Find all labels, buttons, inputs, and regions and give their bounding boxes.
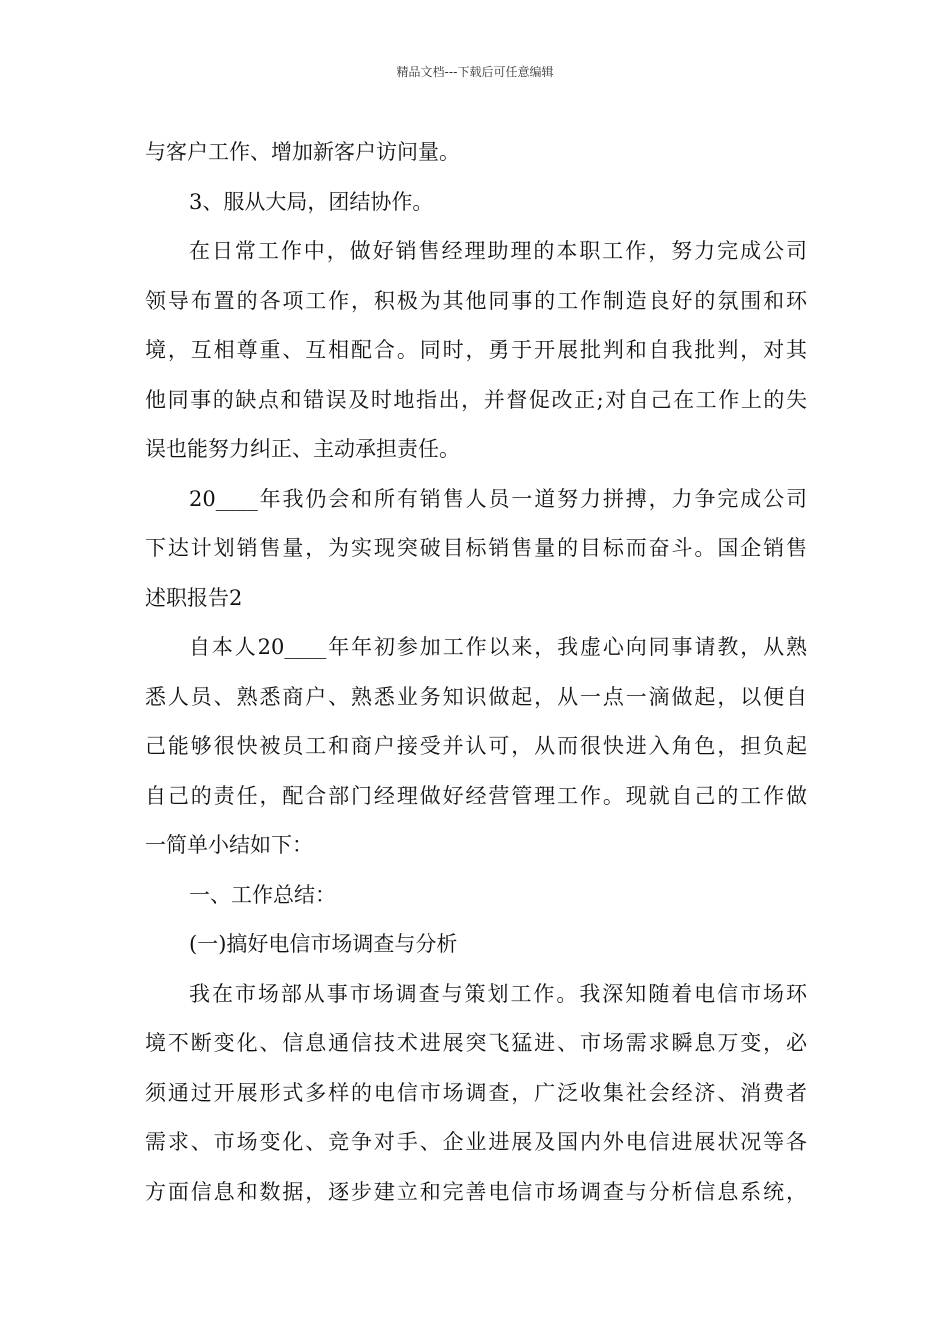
section-heading: 一、工作总结： (189, 882, 336, 907)
text-line: 3、服从大局，团结协作。 (189, 189, 434, 214)
text-line: 与客户工作、增加新客户访问量。 (145, 140, 460, 164)
text-line: 境不断变化、信息通信技术进展突飞猛进、市场需求瞬息万变，必 (145, 1031, 807, 1055)
text-line: 方面信息和数据，逐步建立和完善电信市场调查与分析信息系统， (145, 1179, 807, 1204)
text-line: 我在市场部从事市场调查与策划工作。我深知随着电信市场环 (189, 981, 807, 1006)
text-line: 需求、市场变化、竞争对手、企业进展及国内外电信进展状况等各 (145, 1130, 807, 1154)
text-line: 下达计划销售量，为实现突破目标销售量的目标而奋斗。国企销售 (145, 536, 807, 560)
subsection-heading: (一)搞好电信市场调查与分析 (189, 932, 458, 956)
text-line: 20____年我仍会和所有销售人员一道努力拼搏，力争完成公司 (189, 486, 807, 511)
text-line: 他同事的缺点和错误及时地指出，并督促改正;对自己在工作上的失 (145, 387, 807, 412)
text-line: 述职报告2 (145, 585, 243, 610)
text-line: 自本人20____年年初参加工作以来，我虚心向同事请教，从熟 (189, 635, 807, 659)
text-line: 在日常工作中，做好销售经理助理的本职工作，努力完成公司 (189, 239, 807, 263)
text-line: 领导布置的各项工作，积极为其他同事的工作制造良好的氛围和环 (145, 288, 807, 313)
text-line: 误也能努力纠正、主动承担责任。 (145, 437, 460, 461)
text-line: 悉人员、熟悉商户、熟悉业务知识做起，从一点一滴做起，以便自 (145, 684, 807, 709)
text-line: 自己的责任，配合部门经理做好经营管理工作。现就自己的工作做 (145, 783, 807, 808)
document-body (145, 128, 807, 1217)
text-line: 己能够很快被员工和商户接受并认可，从而很快进入角色，担负起 (145, 734, 807, 758)
text-line: 须通过开展形式多样的电信市场调查，广泛收集社会经济、消费者 (145, 1080, 807, 1105)
text-line: 境，互相尊重、互相配合。同时，勇于开展批判和自我批判，对其 (145, 338, 807, 362)
text-line: 一简单小结如下： (145, 833, 313, 857)
page-header: 精品文档---下载后可任意编辑 (396, 65, 554, 79)
